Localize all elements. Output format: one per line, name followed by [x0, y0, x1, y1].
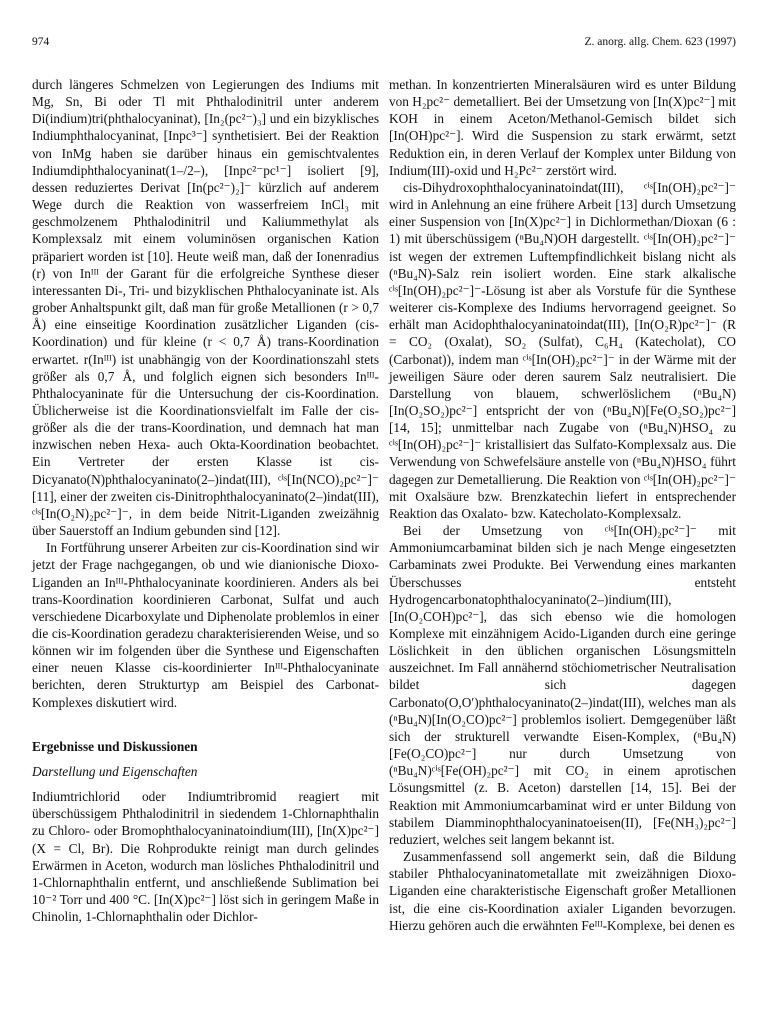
body-paragraph-6: Bei der Umsetzung von ᶜⁱˢ[In(OH)₂pc²⁻]⁻ mit Ammoniumcarbaminat bilden sich je nach Menge eingesetzten Carbaminats zwei Produkte. Bei Verwendung eines markanten Überschusses entsteht Hydrogencarbonatophthalocyaninato(2–)indium(III), [In(O₂COH)pc²⁻], das sich ebenso wie die homologen Komplexe mit einzähnigem Acido-Liganden durch eine geringe Löslichkeit in den üblichen organischen Lösungsmitteln auszeichnet. Im Fall annähernd stöchiometrischer Neutralisation bildet sich dagegen Carbonato(O,O′)phthalocyaninato(2–)indat(III), welches man als (ⁿBu₄N)[In(O₂CO)pc²⁻] problemlos isoliert. Demgegenüber läßt sich der strukturell verwandte Eisen-Komplex, (ⁿBu₄N)[Fe(O₂CO)pc²⁻] nur durch Umsetzung von (ⁿBu₄N)ᶜⁱˢ[Fe(OH)₂pc²⁻] mit CO₂ in einem aprotischen Lösungsmittel (z. B. Aceton) darstellen [14, 15]. Bei der Reaktion mit Ammoniumcarbaminat wird er unter Bildung von stabilem Diamminophthalocyaninatoeisen(II), [Fe(NH₃)₂pc²⁻] reduziert, welches seit langem bekannt ist.	[389, 523, 736, 847]
right-column	[389, 76, 736, 934]
body-paragraph-5: cis-Dihydroxophthalocyaninatoindat(III), ᶜⁱˢ[In(OH)₂pc²⁻]⁻ wird in Anlehnung an eine frühere Arbeit [13] durch Umsetzung einer Suspension von [In(X)pc²⁻] in Dichlormethan/Dioxan (6 : 1) mit überschüssigem (ⁿBu₄N)OH dargestellt. ᶜⁱˢ[In(OH)₂pc²⁻]⁻ ist wegen der extremen Luftempfindlichkeit bislang nicht als (ⁿBu₄N)-Salz rein isoliert worden. Eine stark alkalische ᶜⁱˢ[In(OH)₂pc²⁻]⁻-Lösung ist aber als Vorstufe für die Synthese weiterer cis-Komplexe des Indiums hervorragend geeignet. So erhält man Acidophthalocyaninatoindat(III), [In(O₂R)pc²⁻]⁻ (R = CO₂ (Oxalat), SO₂ (Sulfat), C₆H₄ (Katecholat), CO (Carbonat)), indem man ᶜⁱˢ[In(OH)₂pc²⁻]⁻ in der Wärme mit der jeweiligen Säure oder deren saurem Salz neutralisiert. Die Darstellung von blauem, schwerlöslichem (ⁿBu₄N)[In(O₂SO₂)pc²⁻] entspricht der von (ⁿBu₄N)[Fe(O₂SO₂)pc²⁻] [14, 15]; unmittelbar nach Zugabe von (ⁿBu₄N)HSO₄ zu ᶜⁱˢ[In(OH)₂pc²⁻]⁻ kristallisiert das Sulfato-Komplexsalz aus. Die Verwendung von Schwefelsäure anstelle von (ⁿBu₄N)HSO₄ führt dagegen zur Demetallierung. Die Reaktion von ᶜⁱˢ[In(OH)₂pc²⁻]⁻ mit Oxalsäure bzw. Brenzkatechin liefert in entsprechender Reaktion das Oxalato- bzw. Katecholato-Komplexsalz.	[389, 179, 736, 521]
body-paragraph-3: Indiumtrichlorid oder Indiumtribromid reagiert mit überschüssigem Phthalodinitril in siedendem 1-Chlornaphthalin zu Chloro- oder Bromophthalocyaninatoindium(III), [In(X)pc²⁻] (X = Cl, Br). Die Rohprodukte reinigt man durch gelindes Erwärmen in Aceton, wodurch man lösliches Phthalodinitril und 1-Chlornaphthalin entfernt, und anschließende Sublimation bei 10⁻² Torr und 400 °C. [In(X)pc²⁻] löst sich in geringem Maße in Chinolin, 1-Chlornaphthalin oder Dichlor-	[32, 789, 379, 925]
body-paragraph-7: Zusammenfassend soll angemerkt sein, daß die Bildung stabiler Phthalocyaninatometallate mit zweizähnigen Dioxo-Liganden eine charakteristische Eigenschaft großer Metallionen ist, die eine cis-Koordination axialer Liganden bevorzugen. Hierzu gehören auch die erwähnten Feᴵᴵᴵ-Komplexe, bei denen es	[389, 849, 736, 933]
subsection-heading: Darstellung und Eigenschaften	[32, 763, 198, 779]
left-column	[32, 76, 379, 925]
running-header	[32, 33, 736, 51]
section-heading: Ergebnisse und Diskussionen	[32, 738, 198, 754]
body-paragraph-2: In Fortführung unserer Arbeiten zur cis-Koordination sind wir jetzt der Frage nachgegangen, ob und wie dianionische Dioxo-Liganden an Inᴵᴵᴵ-Phthalocyaninate koordinieren. Anders als bei trans-Koordination koordinieren Carbonat, Sulfat und auch verschiedene Dicarboxylate und Diphenolate problemlos in einer die cis-Koordination geradezu charakterisierenden Weise, und so können wir im folgenden über die Synthese und Eigenschaften einer neuen Klasse cis-koordinierter Inᴵᴵᴵ-Phthalocyaninate berichten, deren Strukturtyp am Beispiel des Carbonat-Komplexes diskutiert wird.	[32, 540, 379, 710]
body-paragraph-4: methan. In konzentrierten Mineralsäuren wird es unter Bildung von H₂pc²⁻ demetalliert. Bei der Umsetzung von [In(X)pc²⁻] mit KOH in einem Aceton/Methanol-Gemisch bildet sich [In(OH)pc²⁻]. Wird die Suspension zu stark erwärmt, setzt Reduktion ein, in deren Verlauf der Komplex unter Bildung von Indium(III)-oxid und H₂Pc²⁻ zerstört wird.	[389, 77, 736, 178]
body-paragraph-1: durch längeres Schmelzen von Legierungen des Indiums mit Mg, Sn, Bi oder Tl mit Phthalodinitril unter anderem Di(indium)tri(phthalocyaninat), [In₂(pc²⁻)₃] und ein bizyklisches Indiumphthalocyaninat, [Inpc³⁻] synthetisiert. Bei der Reaktion von InMg haben sie darüber hinaus ein gemischtvalentes Indiumdiphthalocyaninat(1–/2–), [Inpc²⁻pc¹⁻] isoliert [9], dessen reduziertes Derivat [In(pc²⁻)₂]⁻ kürzlich auf anderem Wege durch die Reaktion von wasserfreiem InCl₃ mit geschmolzenem Phthalodinitril und Kaliummethylat als Komplexsalz mit einem voluminösen organischen Kation präpariert worden ist [10]. Heute weiß man, daß der Ionenradius (r) von Inᴵᴵᴵ der Garant für die erfolgreiche Synthese dieser interessanten Di-, Tri- und bizyklischen Phthalocyaninate ist. Als grober Anhaltspunkt gilt, daß man für große Metallionen (r > 0,7 Å) eine einseitige Koordination zusätzlicher Liganden (cis-Koordination) und für kleine (r < 0,7 Å) trans-Koordination erwartet. r(Inᴵᴵᴵ) ist unabhängig von der Koordinationszahl stets größer als 0,7 Å, und folglich eignen sich besonders Inᴵᴵᴵ-Phthalocyaninate für die Untersuchung der cis-Koordination. Üblicherweise ist die Koordinationsvielfalt im Falle der cis- größer als die der trans-Koordination, und demnach hat man inzwischen neben Hexa- auch Okta-Koordination beobachtet. Ein Vertreter der ersten Klasse ist cis-Dicyanato(N)phthalocyaninato(2–)indat(III), ᶜⁱˢ[In(NCO)₂pc²⁻]⁻ [11], einer der zweiten cis-Dinitrophthalocyaninato(2–)indat(III), ᶜⁱˢ[In(O₂N)₂pc²⁻]⁻, in dem beide Nitrit-Liganden zweizähnig über Sauerstoff an Indium gebunden sind [12].	[32, 77, 379, 539]
page-number: 974	[32, 36, 50, 48]
journal-citation: Z. anorg. allg. Chem. 623 (1997)	[584, 36, 736, 48]
